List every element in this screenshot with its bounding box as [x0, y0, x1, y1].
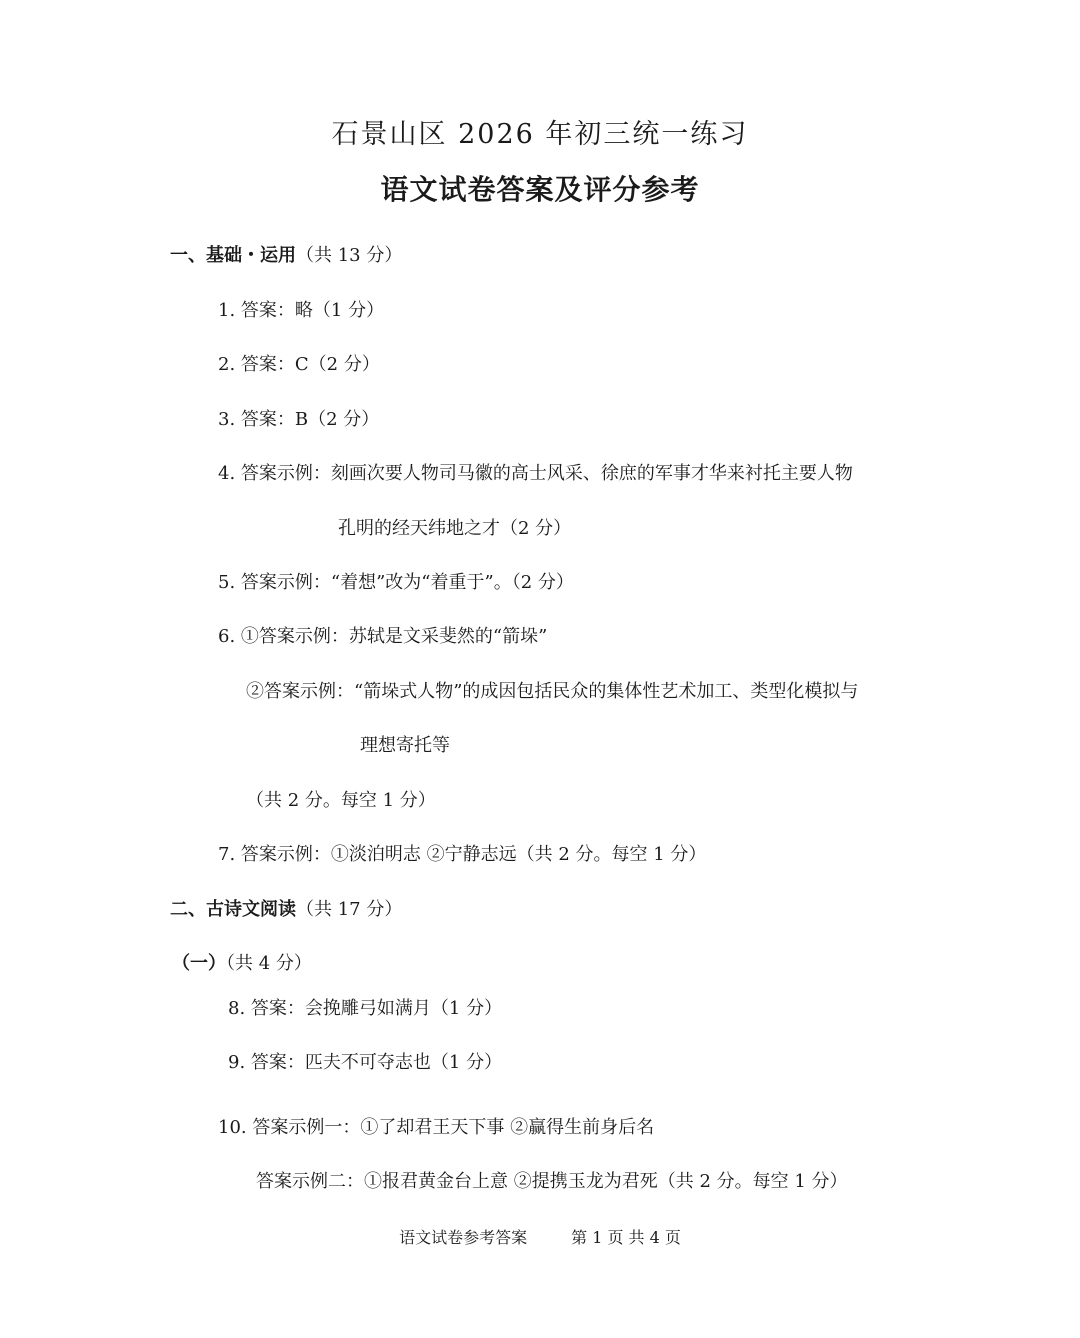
section-1-score: （共 13 分）: [296, 245, 403, 266]
footer-doc-name: 语文试卷参考答案: [399, 1228, 528, 1247]
footer-page-number: 第 1 页 共 4 页: [571, 1228, 681, 1247]
answer-q7: 7. 答案示例：①淡泊明志 ②宁静志远（共 2 分。每空 1 分）: [218, 844, 707, 865]
exam-title: 石景山区 2026 年初三统一练习: [331, 119, 749, 150]
answer-q8: 8. 答案：会挽雕弓如满月（1 分）: [228, 998, 503, 1019]
section-heading-1: [170, 241, 402, 267]
answer-q6-line1: 6. ①答案示例：苏轼是文采斐然的“箭垛”: [218, 626, 548, 647]
answer-q6-line3: 理想寄托等: [360, 735, 450, 756]
answer-q6-line2: ②答案示例：“箭垛式人物”的成因包括民众的集体性艺术加工、类型化模拟与: [246, 681, 859, 702]
section-heading-2: [170, 895, 402, 921]
part-1-label: （一）: [172, 953, 226, 974]
answer-q9: 9. 答案：匹夫不可夺志也（1 分）: [228, 1052, 503, 1073]
answer-q10-line2: 答案示例二：①报君黄金台上意 ②提携玉龙为君死（共 2 分。每空 1 分）: [256, 1171, 848, 1192]
section-2-score: （共 17 分）: [296, 899, 403, 920]
answer-q5: 5. 答案示例：“着想”改为“着重于”。（2 分）: [218, 572, 574, 593]
section-1-title: 一、基础・运用: [170, 245, 296, 266]
part-heading-1: [172, 949, 312, 975]
exam-subtitle: 语文试卷答案及评分参考: [380, 173, 700, 206]
answer-q6-score: （共 2 分。每空 1 分）: [246, 790, 436, 811]
answer-q3: 3. 答案：B（2 分）: [218, 409, 380, 430]
part-1-score: （共 4 分）: [226, 953, 312, 974]
answer-q4-line2: 孔明的经天纬地之才（2 分）: [338, 518, 572, 539]
answer-q4-line1: 4. 答案示例：刻画次要人物司马徽的高士风采、徐庶的军事才华来衬托主要人物: [218, 463, 853, 484]
page-footer: [0, 1225, 1080, 1248]
section-2-title: 二、古诗文阅读: [170, 899, 296, 920]
answer-q2: 2. 答案：C（2 分）: [218, 354, 380, 375]
answer-q10-line1: 10. 答案示例一：①了却君王天下事 ②赢得生前身后名: [218, 1117, 655, 1138]
answer-q1: 1. 答案：略（1 分）: [218, 300, 385, 321]
